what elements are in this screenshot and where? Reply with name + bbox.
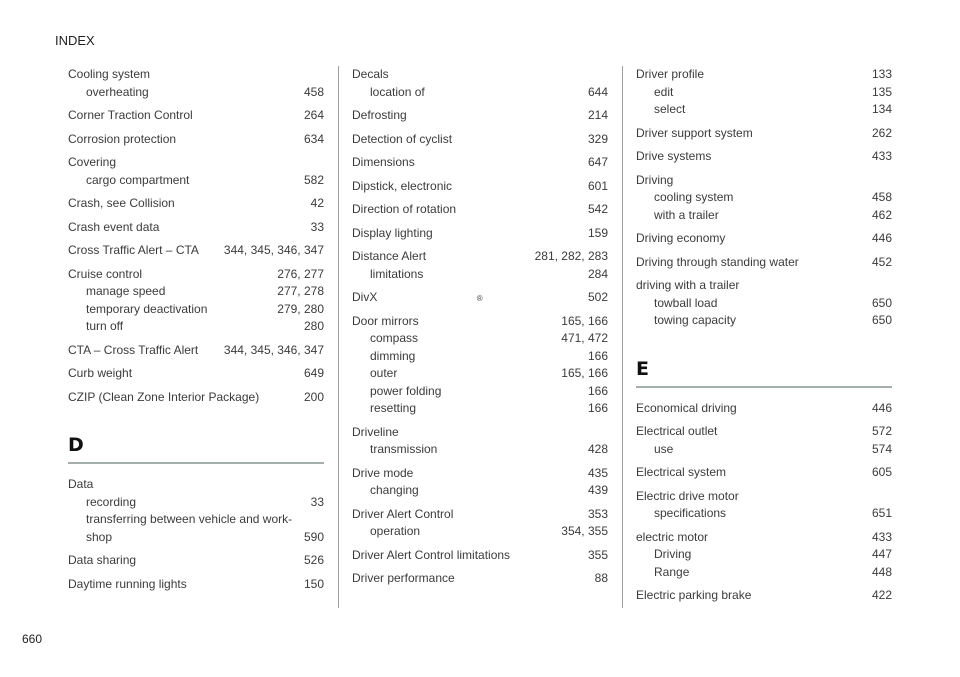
index-entry (68, 242, 324, 260)
index-subentry-line (352, 84, 608, 102)
index-entry (636, 587, 892, 605)
index-subentry-line (352, 266, 608, 284)
index-page-refs: 344, 345, 346, 347 (223, 243, 324, 257)
index-term: Crash, see Collision (68, 196, 175, 210)
index-entry (636, 423, 892, 458)
index-entry-line (352, 201, 608, 219)
index-entry-line: DivX ® 502 (352, 289, 608, 307)
index-entry (636, 230, 892, 248)
index-entry (352, 154, 608, 172)
index-entry-line (636, 464, 892, 482)
index-page-refs: 166 (587, 401, 608, 415)
index-term: Driver performance (352, 571, 455, 585)
index-entry (636, 464, 892, 482)
index-subentry-line (352, 482, 608, 500)
index-column-2 (352, 66, 608, 594)
index-term: Dimensions (352, 155, 415, 169)
index-term: Driver support system (636, 125, 753, 140)
index-subentry-line (352, 365, 608, 383)
index-entry-line (636, 400, 892, 418)
index-page-refs: 605 (871, 465, 892, 479)
column-divider (338, 66, 339, 608)
index-entry-line (636, 66, 892, 84)
index-page-refs: 601 (587, 178, 608, 193)
index-page-refs: 526 (303, 553, 324, 567)
index-term: Distance Alert (352, 249, 427, 263)
index-page-refs: 650 (871, 295, 892, 310)
index-entry (352, 465, 608, 500)
index-page-refs: 33 (310, 219, 324, 234)
index-term: Dipstick, electronic (352, 178, 453, 193)
index-page-refs: 33 (310, 494, 324, 509)
index-page-refs: 279, 280 (277, 301, 324, 316)
index-subterm: manage speed (86, 284, 166, 298)
index-subterm: outer (370, 366, 398, 380)
index-entry (636, 277, 892, 330)
index-entry (636, 125, 892, 143)
index-subterm: limitations (370, 266, 424, 281)
index-subentry-line (68, 283, 324, 301)
index-entry-line (68, 242, 324, 260)
index-entry-line (68, 154, 324, 172)
index-term: CZIP (Clean Zone Interior Package) (68, 389, 260, 404)
index-page-refs: 435 (587, 465, 608, 480)
index-term: Data (68, 477, 94, 491)
section-rule (68, 462, 324, 464)
index-entry-line (352, 248, 608, 266)
index-term: Cross Traffic Alert – CTA (68, 243, 199, 257)
index-subterm: specifications (654, 506, 727, 520)
index-entry (352, 66, 608, 101)
index-page-refs: 462 (871, 207, 892, 222)
index-page-refs: 433 (871, 149, 892, 163)
section-letter: E (636, 357, 649, 380)
index-page-refs: 447 (871, 547, 892, 561)
index-subentry-line (636, 564, 892, 582)
index-subterm: cooling system (654, 190, 734, 204)
index-subterm: with a trailer (654, 207, 719, 222)
index-subentry-line (68, 494, 324, 512)
index-page-refs: 471, 472 (561, 331, 608, 345)
index-page-refs: 439 (587, 483, 608, 497)
index-subentry-line (636, 546, 892, 564)
section-heading (636, 358, 892, 388)
index-term: Electric parking brake (636, 588, 752, 602)
index-term: Electric drive motor (636, 488, 739, 503)
index-entry (636, 488, 892, 523)
index-term: Corner Traction Control (68, 108, 193, 122)
index-page-refs: 134 (871, 102, 892, 116)
index-entry (636, 172, 892, 225)
index-entry-line (68, 107, 324, 125)
index-term: Driving economy (636, 231, 726, 245)
index-entry-line (636, 488, 892, 506)
index-subentry-line (68, 511, 324, 529)
index-page-refs: 42 (310, 196, 324, 210)
index-entry (68, 266, 324, 336)
index-term: Corrosion protection (68, 131, 177, 146)
index-entry-line (636, 125, 892, 143)
index-page-refs: 276, 277 (277, 266, 324, 281)
index-entry-line (352, 313, 608, 331)
index-page-refs: 165, 166 (561, 366, 608, 380)
index-entry-line (68, 219, 324, 237)
index-entry (352, 313, 608, 418)
index-term: Covering (68, 155, 117, 169)
index-page-refs: 502 (587, 290, 608, 304)
index-term: Display lighting (352, 225, 433, 240)
index-subentry-line (352, 441, 608, 459)
index-entry (68, 154, 324, 189)
index-term: Cooling system (68, 67, 151, 81)
index-term: Driving (636, 172, 674, 187)
page-header-title: INDEX (55, 33, 95, 48)
index-subentry-line (68, 172, 324, 190)
index-entry-line (636, 148, 892, 166)
index-term: Driver Alert Control (352, 506, 454, 521)
index-term: Driver profile (636, 67, 705, 81)
index-entry-line (68, 389, 324, 407)
index-page-refs: 448 (871, 564, 892, 579)
index-entry (352, 570, 608, 588)
page-number: 660 (22, 632, 43, 646)
index-subterm: select (654, 102, 686, 116)
index-term: Decals (352, 67, 389, 81)
index-entry (352, 225, 608, 243)
index-term: Electrical outlet (636, 424, 718, 438)
index-entry (68, 576, 324, 594)
index-page-refs: 428 (587, 442, 608, 456)
index-entry-line (352, 547, 608, 565)
index-subentry-line (68, 301, 324, 319)
index-entry (68, 476, 324, 546)
index-subterm: overheating (86, 84, 149, 99)
index-entry (352, 107, 608, 125)
index-entry-line (352, 506, 608, 524)
index-entry (68, 552, 324, 570)
index-entry-line (352, 178, 608, 196)
index-subentry-line (352, 400, 608, 418)
index-entry-line (352, 424, 608, 442)
index-page-refs: 574 (871, 441, 892, 456)
index-page-refs: 200 (303, 389, 324, 404)
index-entry (352, 178, 608, 196)
index-entry-line (68, 66, 324, 84)
index-term: Drive mode (352, 465, 414, 480)
index-entry-line (352, 465, 608, 483)
index-term: Driving through standing water (636, 254, 799, 269)
index-page-refs: 165, 166 (561, 313, 608, 328)
index-entry (68, 389, 324, 407)
index-term: Curb weight (68, 366, 133, 380)
index-entry-line (68, 576, 324, 594)
section-letter: D (68, 434, 84, 456)
index-subterm: turn off (86, 319, 124, 333)
index-page-refs: 264 (303, 108, 324, 122)
index-entry-line (68, 365, 324, 383)
index-entry-line (636, 230, 892, 248)
index-entry (68, 219, 324, 237)
index-entry (636, 400, 892, 418)
index-term: Daytime running lights (68, 576, 187, 591)
index-page-refs: 433 (871, 529, 892, 544)
index-page-refs: 284 (587, 266, 608, 281)
index-page-refs: 166 (587, 383, 608, 398)
index-subterm: compass (370, 331, 419, 345)
index-column-1 (68, 66, 324, 599)
index-page-refs: 166 (587, 348, 608, 363)
index-subterm: location of (370, 84, 425, 99)
index-entry-line (352, 154, 608, 172)
index-page-refs: 651 (871, 506, 892, 520)
index-subentry-line (352, 330, 608, 348)
index-subterm: resetting (370, 401, 417, 415)
index-subterm: shop (86, 529, 113, 544)
index-subentry-line (68, 84, 324, 102)
index-entry (352, 547, 608, 565)
index-subentry-line (636, 295, 892, 313)
index-entry-line (352, 107, 608, 125)
index-entry (352, 289, 608, 307)
index-entry (68, 342, 324, 360)
index-subentry-line (68, 318, 324, 336)
index-page-refs: 542 (587, 202, 608, 216)
column-divider (622, 66, 623, 608)
index-entry-line (68, 476, 324, 494)
index-entry-line (68, 266, 324, 284)
index-page-refs: 135 (871, 84, 892, 99)
index-term: Driver Alert Control limitations (352, 547, 511, 562)
index-page-refs: 280 (303, 319, 324, 333)
index-entry (352, 248, 608, 283)
index-term: Detection of cyclist (352, 131, 453, 146)
index-subentry-line (636, 441, 892, 459)
index-subentry-line (636, 84, 892, 102)
index-term: Cruise control (68, 266, 143, 281)
index-term: Drive systems (636, 149, 712, 163)
index-entry (636, 66, 892, 119)
index-subterm: changing (370, 483, 419, 497)
index-subentry-line (636, 101, 892, 119)
index-page-refs: 329 (587, 131, 608, 146)
index-page-refs: 582 (303, 172, 324, 187)
index-entry (636, 148, 892, 166)
index-term: electric motor (636, 529, 709, 544)
index-subterm: cargo compartment (86, 172, 190, 187)
index-page-refs: 572 (871, 424, 892, 438)
section-heading (68, 434, 324, 464)
index-entry-line (352, 570, 608, 588)
index-entry (352, 424, 608, 459)
index-term: Defrosting (352, 108, 407, 122)
index-entry (68, 195, 324, 213)
index-page-refs: 355 (587, 547, 608, 562)
index-page-refs: 150 (303, 576, 324, 591)
index-term: DivX (352, 290, 378, 304)
index-page-refs: 446 (871, 400, 892, 415)
index-entry-line (636, 423, 892, 441)
index-page-refs: 159 (587, 225, 608, 240)
index-subterm: temporary deactivation (86, 301, 208, 316)
index-page-refs: 354, 355 (561, 524, 608, 538)
index-subterm: dimming (370, 348, 416, 363)
index-term: Economical driving (636, 400, 737, 415)
index-term: Data sharing (68, 553, 137, 567)
section-rule (636, 386, 892, 388)
index-term: Door mirrors (352, 313, 419, 328)
index-subterm: transmission (370, 442, 438, 456)
index-subterm: operation (370, 524, 421, 538)
index-term: Crash event data (68, 219, 160, 234)
index-subterm: towing capacity (654, 313, 737, 327)
index-subterm: use (654, 441, 674, 456)
index-entry-line (636, 254, 892, 272)
index-entry (68, 66, 324, 101)
index-entry (68, 107, 324, 125)
index-entry (352, 131, 608, 149)
index-entry (68, 365, 324, 383)
index-entry-line (352, 131, 608, 149)
index-page-refs: 644 (587, 84, 608, 99)
index-entry (352, 201, 608, 219)
index-subterm: edit (654, 84, 674, 99)
index-subterm: recording (86, 494, 137, 509)
index-subterm: towball load (654, 295, 718, 310)
index-subentry-line (636, 207, 892, 225)
index-subterm: power folding (370, 383, 442, 398)
index-page-refs: 647 (587, 155, 608, 169)
index-page-refs: 446 (871, 231, 892, 245)
index-entry (636, 254, 892, 272)
index-page-refs: 422 (871, 588, 892, 602)
index-subentry-line (68, 529, 324, 547)
index-page-refs: 458 (303, 84, 324, 99)
index-term: Electrical system (636, 465, 727, 479)
index-page-refs: 634 (303, 131, 324, 146)
index-page-refs: 458 (871, 190, 892, 204)
index-subterm: Range (654, 564, 690, 579)
index-entry-line (352, 66, 608, 84)
index-page-refs: 650 (871, 313, 892, 327)
index-subterm: transferring between vehicle and work- (86, 512, 293, 526)
index-term: CTA – Cross Traffic Alert (68, 342, 199, 357)
index-page-refs: 452 (871, 254, 892, 269)
index-entry-line (636, 172, 892, 190)
index-entry-line (352, 225, 608, 243)
index-subentry-line (352, 348, 608, 366)
index-entry-line (636, 529, 892, 547)
index-page-refs: 277, 278 (277, 284, 324, 298)
index-subentry-line (352, 523, 608, 541)
index-column-3 (636, 66, 892, 611)
index-subentry-line (636, 312, 892, 330)
index-page-refs: 353 (587, 506, 608, 521)
index-page-refs: 262 (871, 125, 892, 140)
index-entry-line (636, 277, 892, 295)
index-page-refs: 88 (594, 571, 608, 585)
index-page-refs: 214 (587, 108, 608, 122)
index-subentry-line (636, 189, 892, 207)
index-term: driving with a trailer (636, 278, 740, 292)
index-entry (68, 131, 324, 149)
index-entry-line (68, 552, 324, 570)
index-subentry-line (352, 383, 608, 401)
index-entry (636, 529, 892, 582)
index-page-refs: 344, 345, 346, 347 (223, 342, 324, 357)
index-entry-line (68, 131, 324, 149)
index-entry (352, 506, 608, 541)
index-term: Driveline (352, 424, 399, 439)
index-entry-line (68, 342, 324, 360)
index-page-refs: 590 (303, 529, 324, 544)
index-page-refs: 281, 282, 283 (534, 249, 608, 263)
index-entry-line (68, 195, 324, 213)
index-subentry-line (636, 505, 892, 523)
index-term: Direction of rotation (352, 202, 457, 216)
index-subterm: Driving (654, 547, 692, 561)
index-entry-line (636, 587, 892, 605)
index-page-refs: 649 (303, 366, 324, 380)
index-page-refs: 133 (871, 67, 892, 81)
